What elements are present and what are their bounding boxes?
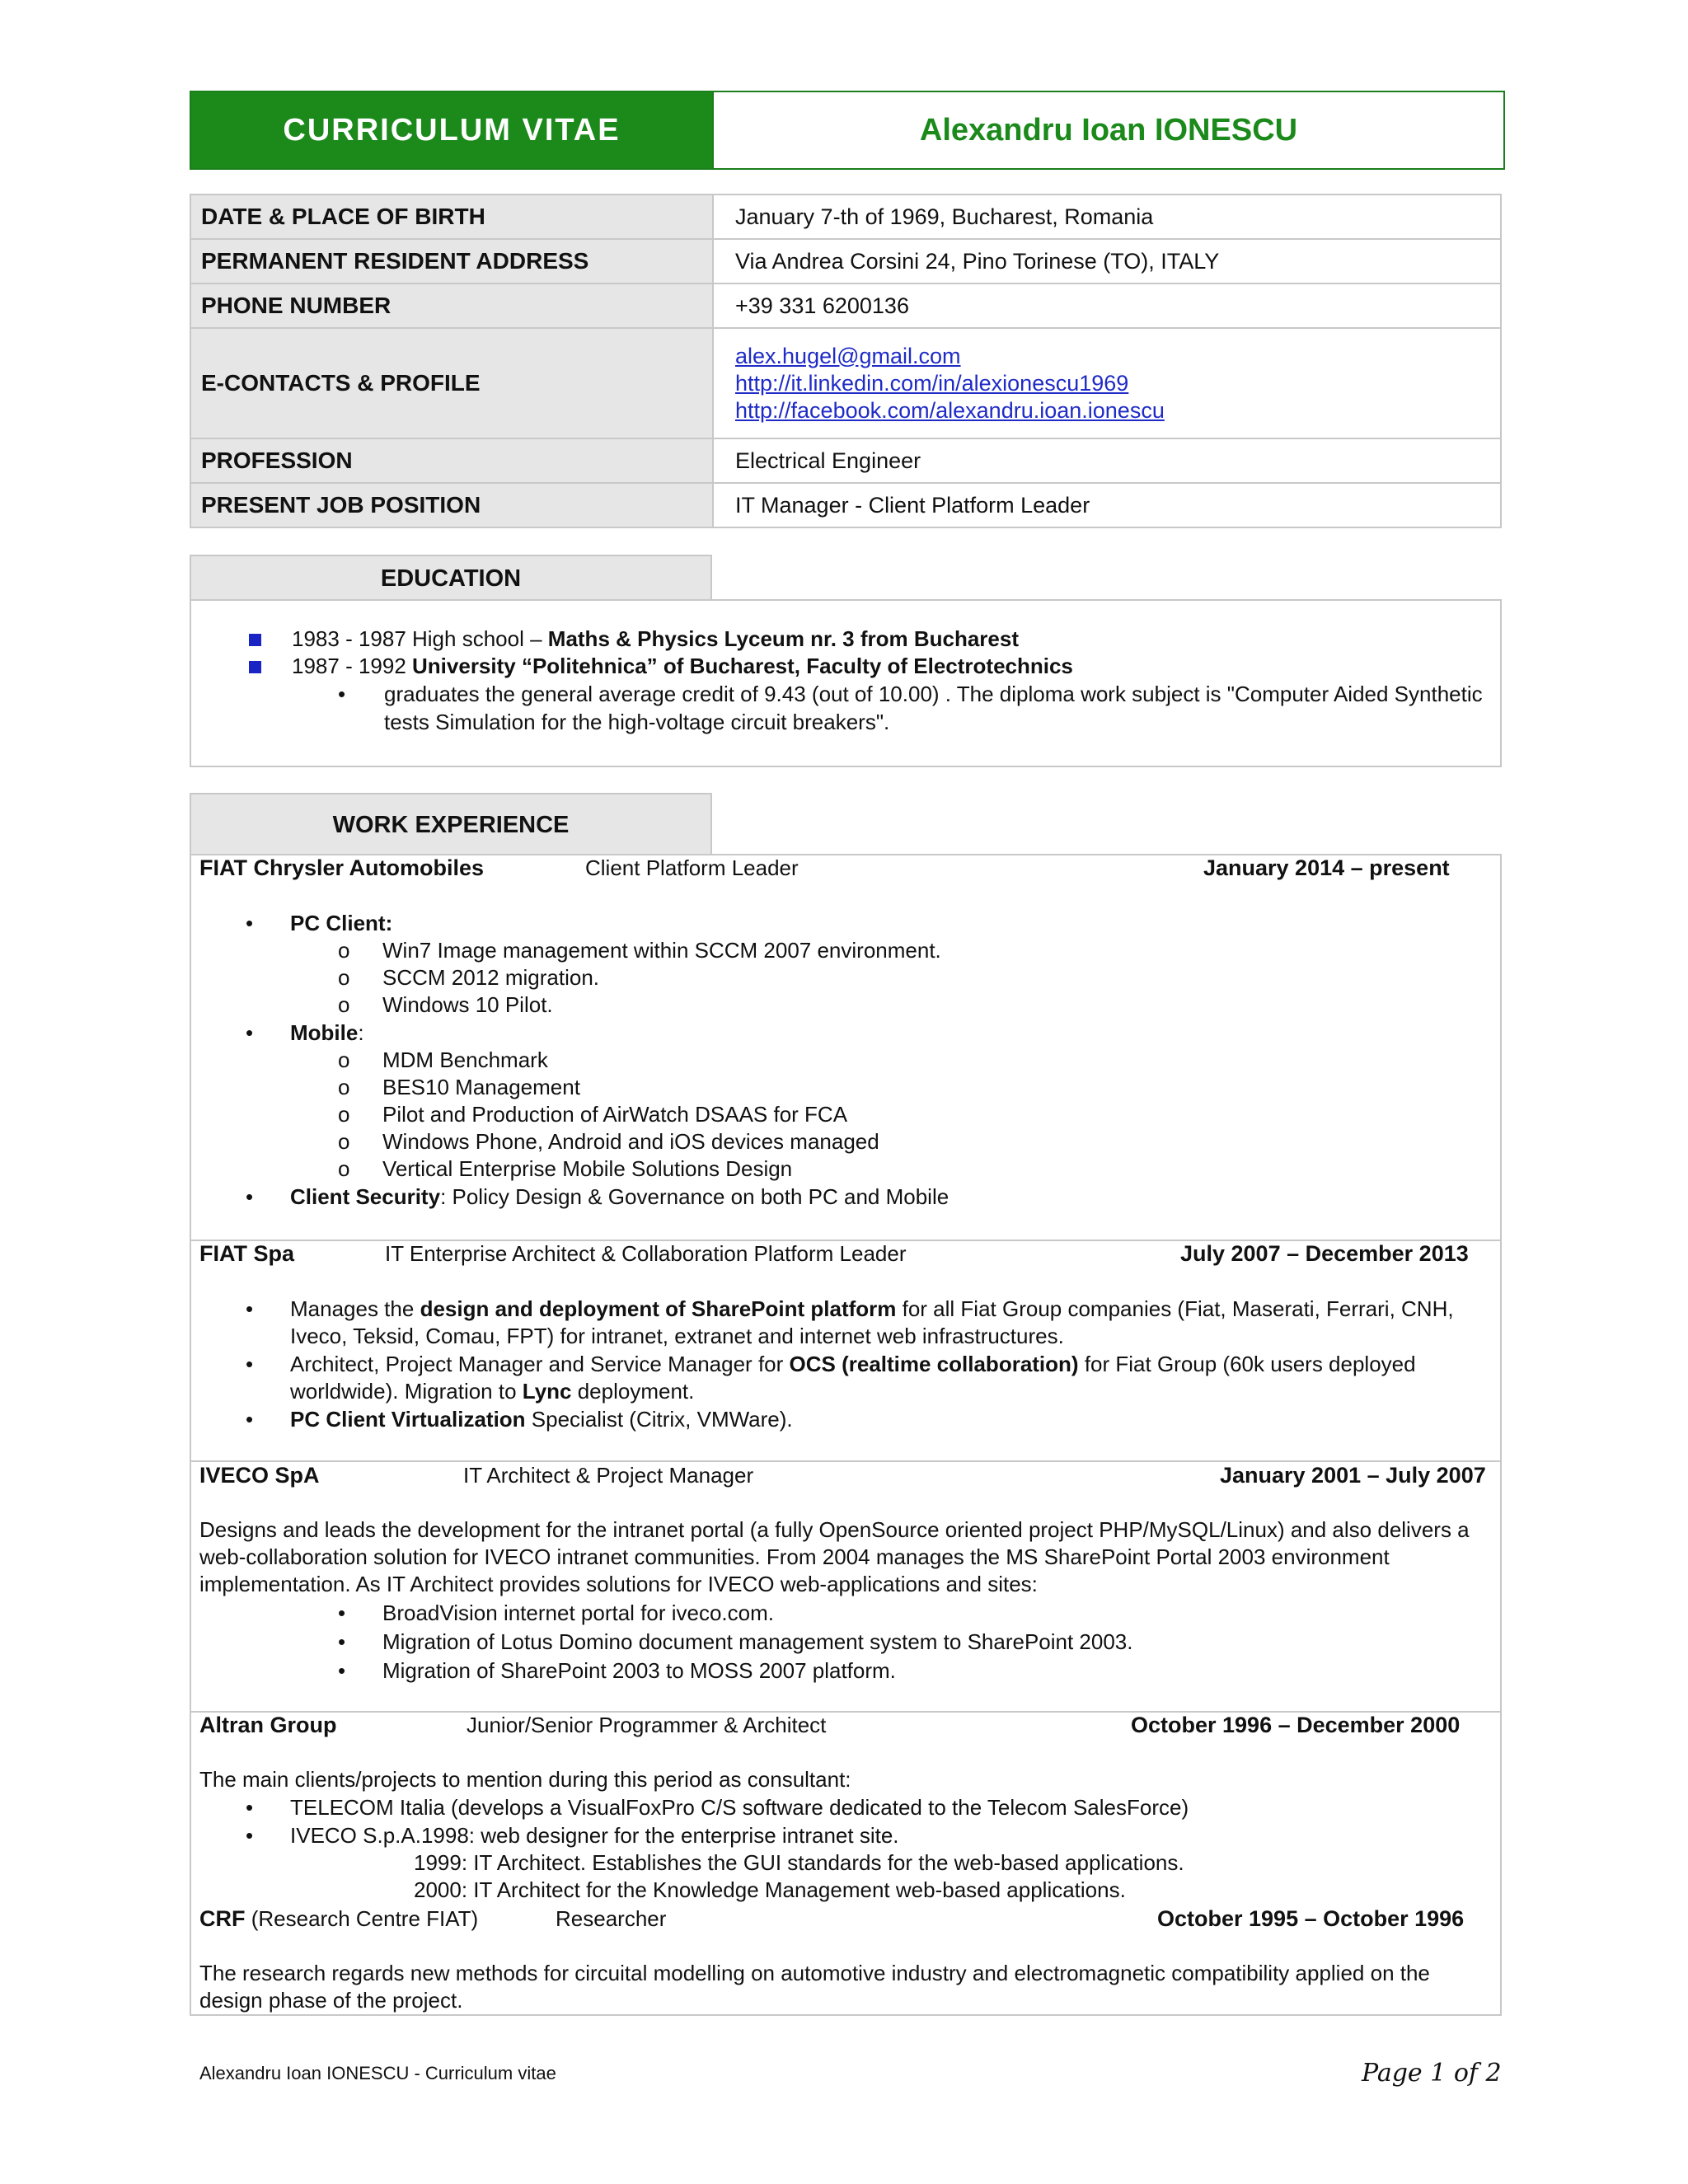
- contacts-value: [713, 328, 1501, 438]
- altran-sub-1: 1999: IT Architect. Establishes the GUI standards for the web-based applications.: [414, 1850, 1184, 1875]
- fca-pc-item: Windows 10 Pilot.: [382, 992, 553, 1017]
- footer-left: Alexandru Ioan IONESCU - Curriculum vitae: [199, 2063, 556, 2083]
- crf-paragraph-line-1: The research regards new methods for circuital modelling on automotive industry and electromagnetic compatibility applied on the: [199, 1961, 1430, 1985]
- fca-mobile-item: BES10 Management: [382, 1075, 580, 1099]
- bullet-dot: •: [246, 1020, 254, 1045]
- fca-pc-item: Win7 Image management within SCCM 2007 environment.: [382, 938, 941, 963]
- altran-item-2: IVECO S.p.A.1998: web designer for the enterprise intranet site.: [290, 1823, 899, 1848]
- fca-mobile-item: Pilot and Production of AirWatch DSAAS for FCA: [382, 1102, 848, 1127]
- bullet-dot: •: [338, 1601, 346, 1625]
- address-value: Via Andrea Corsini 24, Pino Torinese (TO), ITALY: [713, 239, 1501, 284]
- bullet-square: [249, 661, 261, 673]
- address-label: PERMANENT RESIDENT ADDRESS: [190, 239, 713, 284]
- crf-dates: October 1995 – October 1996: [1157, 1906, 1465, 1931]
- education-detail-line-1: graduates the general average credit of 9.43 (out of 10.00) . The diploma work subject is "Computer Aided Synthetic: [384, 682, 1483, 706]
- education-detail-line-2: tests Simulation for the high-voltage circuit breakers".: [384, 710, 890, 734]
- iveco-company: IVECO SpA: [199, 1463, 320, 1488]
- birth-label: DATE & PLACE OF BIRTH: [190, 194, 713, 239]
- altran-sub-2: 2000: IT Architect for the Knowledge Management web-based applications.: [414, 1877, 1126, 1902]
- fca-role: Client Platform Leader: [585, 855, 799, 880]
- bullet-dot: •: [246, 1352, 254, 1376]
- bullet-dot: •: [246, 1184, 254, 1209]
- altran-item-1: TELECOM Italia (develops a VisualFoxPro C/S software dedicated to the Telecom SalesForce): [290, 1795, 1189, 1820]
- crf-company: CRF (Research Centre FIAT): [199, 1906, 479, 1931]
- iveco-item: Migration of SharePoint 2003 to MOSS 2007 platform.: [382, 1658, 896, 1683]
- fca-mobile-item: Vertical Enterprise Mobile Solutions Design: [382, 1156, 793, 1181]
- bullet-dot: •: [338, 1658, 346, 1683]
- phone-label: PHONE NUMBER: [190, 284, 713, 328]
- fiat-bullet-2: Architect, Project Manager and Service Manager for OCS (realtime collaboration) for Fiat Group (60k users deployed: [290, 1352, 1416, 1376]
- bullet-circle: o: [338, 1075, 350, 1099]
- bullet-circle: o: [338, 965, 350, 990]
- crf-role: Researcher: [556, 1906, 667, 1931]
- iveco-role: IT Architect & Project Manager: [463, 1463, 754, 1488]
- work-heading: WORK EXPERIENCE: [190, 793, 712, 855]
- bullet-dot: •: [246, 1407, 254, 1432]
- job-separator: [191, 1460, 1500, 1462]
- fca-company: FIAT Chrysler Automobiles: [199, 855, 485, 880]
- altran-dates: October 1996 – December 2000: [1131, 1713, 1461, 1737]
- phone-value: +39 331 6200136: [713, 284, 1501, 328]
- fca-pc-label: PC Client:: [290, 911, 393, 935]
- page-number: Page 1 of 2: [1362, 2059, 1502, 2088]
- fiat-company: FIAT Spa: [199, 1241, 295, 1266]
- fiat-bullet-1: Manages the design and deployment of SharePoint platform for all Fiat Group companies (Fiat, Maserati, Ferrari, CNH,: [290, 1296, 1454, 1321]
- bullet-dot: •: [338, 1629, 346, 1654]
- crf-paragraph-line-2: design phase of the project.: [199, 1988, 463, 2013]
- cv-title: CURRICULUM VITAE: [191, 92, 712, 168]
- altran-role: Junior/Senior Programmer & Architect: [467, 1713, 827, 1737]
- profession-label: PROFESSION: [190, 438, 713, 483]
- linkedin-link[interactable]: http://it.linkedin.com/in/alexionescu1969: [735, 370, 1129, 396]
- bullet-dot: •: [246, 1823, 254, 1848]
- bullet-dot: •: [246, 1795, 254, 1820]
- fiat-dates: July 2007 – December 2013: [1180, 1241, 1469, 1266]
- contacts-label: E-CONTACTS & PROFILE: [190, 328, 713, 438]
- altran-intro: The main clients/projects to mention during this period as consultant:: [199, 1767, 851, 1792]
- bullet-square: [249, 634, 261, 646]
- profession-value: Electrical Engineer: [713, 438, 1501, 483]
- iveco-paragraph-line-3: implementation. As IT Architect provides solutions for IVECO web-applications and sites:: [199, 1572, 1038, 1596]
- fca-pc-item: SCCM 2012 migration.: [382, 965, 599, 990]
- candidate-name: Alexandru Ioan IONESCU: [712, 92, 1503, 168]
- iveco-paragraph-line-2: web-collaboration solution for IVECO intranet communities. From 2004 manages the MS SharePoint Portal 2003 environment: [199, 1544, 1390, 1569]
- fiat-bullet-1-cont: Iveco, Teksid, Comau, FPT) for intranet, extranet and internet web infrastructures.: [290, 1324, 1064, 1348]
- fiat-bullet-3: PC Client Virtualization Specialist (Citrix, VMWare).: [290, 1407, 793, 1432]
- bullet-dot: •: [338, 682, 346, 706]
- fca-mobile-item: MDM Benchmark: [382, 1047, 548, 1072]
- fiat-bullet-2-cont: worldwide). Migration to Lync deployment.: [290, 1379, 695, 1404]
- altran-company: Altran Group: [199, 1713, 337, 1737]
- fiat-role: IT Enterprise Architect & Collaboration Platform Leader: [385, 1241, 907, 1266]
- bullet-dot: •: [246, 1296, 254, 1321]
- iveco-item: BroadVision internet portal for iveco.com.: [382, 1601, 774, 1625]
- education-item-2: 1987 - 1992 University “Politehnica” of Bucharest, Faculty of Electrotechnics: [292, 654, 1073, 678]
- personal-info-table: [190, 194, 1502, 528]
- fca-mobile-item: Windows Phone, Android and iOS devices managed: [382, 1129, 879, 1154]
- bullet-circle: o: [338, 992, 350, 1017]
- iveco-dates: January 2001 – July 2007: [1220, 1463, 1486, 1488]
- fca-mobile-label: Mobile:: [290, 1020, 364, 1045]
- bullet-circle: o: [338, 938, 350, 963]
- email-link[interactable]: alex.hugel@gmail.com: [735, 343, 961, 368]
- fca-dates: January 2014 – present: [1203, 855, 1450, 880]
- job-value: IT Manager - Client Platform Leader: [713, 483, 1501, 527]
- facebook-link[interactable]: http://facebook.com/alexandru.ioan.ionescu: [735, 397, 1165, 423]
- bullet-circle: o: [338, 1156, 350, 1181]
- iveco-paragraph-line-1: Designs and leads the development for the intranet portal (a fully OpenSource oriented project PHP/MySQL/Linux) and also delivers a: [199, 1517, 1470, 1542]
- fca-security: Client Security: Policy Design & Governance on both PC and Mobile: [290, 1184, 950, 1209]
- cv-header: [190, 91, 1505, 170]
- bullet-circle: o: [338, 1047, 350, 1072]
- education-item-1: 1983 - 1987 High school – Maths & Physics Lyceum nr. 3 from Bucharest: [292, 626, 1020, 651]
- bullet-circle: o: [338, 1129, 350, 1154]
- bullet-dot: •: [246, 911, 254, 935]
- job-label: PRESENT JOB POSITION: [190, 483, 713, 527]
- bullet-circle: o: [338, 1102, 350, 1127]
- iveco-item: Migration of Lotus Domino document management system to SharePoint 2003.: [382, 1629, 1133, 1654]
- birth-value: January 7-th of 1969, Bucharest, Romania: [713, 194, 1501, 239]
- education-heading: EDUCATION: [190, 555, 712, 601]
